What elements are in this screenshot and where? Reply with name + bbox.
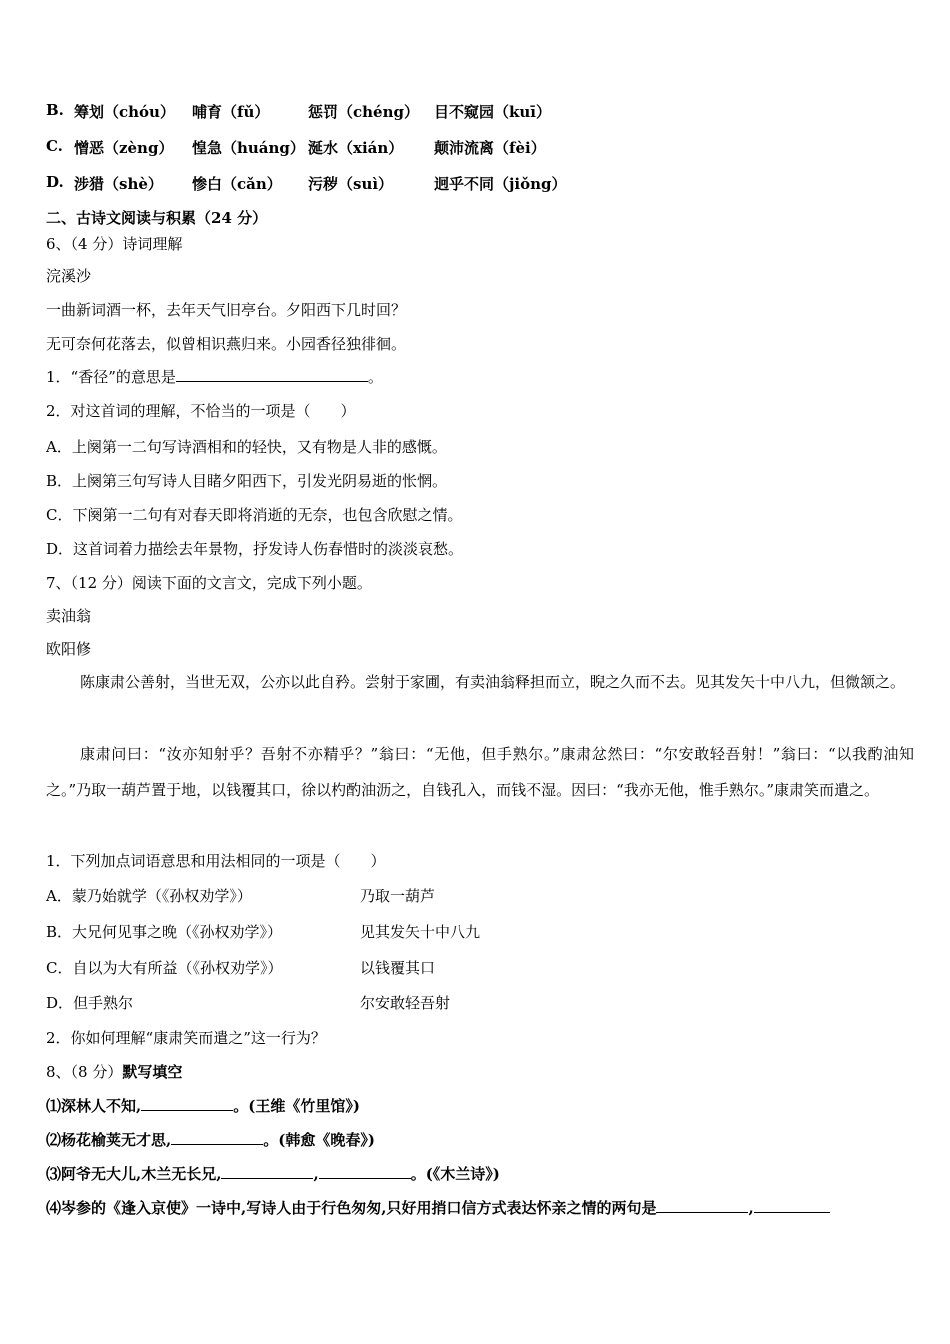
- question-heading: 6、（4 分）诗词理解: [46, 235, 183, 253]
- fill-item: [46, 1130, 375, 1150]
- sub-question: 1．下列加点词语意思和用法相同的一项是（ ）: [46, 852, 386, 870]
- passage-title: 卖油翁: [46, 607, 92, 625]
- choice-pair-a: [46, 885, 906, 907]
- option-row-c: [46, 137, 906, 159]
- choice-pair-b: [46, 921, 906, 943]
- option-item: 筹划（chóu）: [74, 103, 175, 121]
- option-item: 憎恶（zèng）: [74, 139, 174, 157]
- fill-text: ,: [313, 1165, 319, 1183]
- fill-text: ,: [748, 1199, 754, 1217]
- choice-left: D．但手熟尔: [46, 994, 134, 1012]
- fill-text: ⑵杨花榆荚无才思,: [46, 1131, 172, 1149]
- sub-question-suffix: 。: [367, 368, 383, 386]
- fill-text: 。(《木兰诗》): [410, 1165, 500, 1183]
- fill-item: [46, 1198, 830, 1218]
- option-row-d: [46, 173, 906, 195]
- passage-paragraph: 康肃问曰：“汝亦知射乎？吾射不亦精乎？”翁曰：“无他，但手熟尔。”康肃忿然曰：“尔安敢轻吾射！”翁曰：“以我酌油知之。”乃取一葫芦置于地，以钱覆其口，徐以杓酌油沥之，自钱孔入，而钱不湿。因曰：“我亦无他，惟手熟尔。”康肃笑而遣之。: [46, 745, 914, 799]
- option-item: 惨白（cǎn）: [192, 175, 282, 193]
- poem-line: 无可奈何花落去，似曾相识燕归来。小园香径独徘徊。: [46, 335, 407, 353]
- choice-right: 以钱覆其口: [360, 959, 436, 977]
- poem-title: 浣溪沙: [46, 267, 92, 285]
- option-item: 涎水（xián）: [308, 139, 404, 157]
- poem-line: 一曲新词酒一杯，去年天气旧亭台。夕阳西下几时回？: [46, 301, 407, 319]
- option-item: 目不窥园（kuī）: [434, 103, 551, 121]
- answer-blank[interactable]: [319, 1164, 411, 1179]
- option-item: 惩罚（chéng）: [308, 103, 419, 121]
- sub-question: 2．对这首词的理解，不恰当的一项是（ ）: [46, 402, 356, 420]
- option-item: 迥乎不同（jiǒng）: [434, 175, 567, 193]
- choice-left: A．蒙乃始就学（《孙权劝学》）: [46, 887, 252, 905]
- sub-question: [46, 367, 383, 387]
- fill-item: [46, 1096, 360, 1116]
- fill-text: ⑴深林人不知,: [46, 1097, 142, 1115]
- question-number: 8、（8 分）: [46, 1063, 123, 1081]
- choice-pair-c: [46, 957, 906, 979]
- option-label: C.: [46, 137, 63, 155]
- option-label: B.: [46, 101, 64, 119]
- question-heading: [46, 1062, 182, 1082]
- option-label: D.: [46, 173, 64, 191]
- choice-option: D．这首词着力描绘去年景物，抒发诗人伤春惜时的淡淡哀愁。: [46, 540, 464, 558]
- choice-right: 乃取一葫芦: [360, 887, 436, 905]
- fill-text: 。(王维《竹里馆》): [233, 1097, 360, 1115]
- option-item: 惶急（huáng）: [192, 139, 305, 157]
- fill-text: 。(韩愈《晚春》): [263, 1131, 375, 1149]
- choice-right: 尔安敢轻吾射: [360, 994, 451, 1012]
- section-title: 二、古诗文阅读与积累（24 分）: [46, 209, 268, 227]
- passage-paragraph: 陈康肃公善射，当世无双，公亦以此自矜。尝射于家圃，有卖油翁释担而立，睨之久而不去。见其发矢十中八九，但微颔之。: [80, 673, 906, 691]
- option-row-b: [46, 101, 906, 123]
- option-item: 哺育（fǔ）: [192, 103, 270, 121]
- option-item: 颠沛流离（fèi）: [434, 139, 546, 157]
- answer-blank[interactable]: [141, 1096, 233, 1111]
- choice-option: C．下阕第一二句有对春天即将消逝的无奈，也包含欣慰之情。: [46, 506, 463, 524]
- option-item: 涉猎（shè）: [74, 175, 163, 193]
- choice-left: B．大兄何见事之晚（《孙权劝学》）: [46, 923, 283, 941]
- sub-question-text: 1．“香径”的意思是: [46, 368, 176, 386]
- choice-pair-d: [46, 992, 906, 1014]
- question-heading: 7、（12 分）阅读下面的文言文，完成下列小题。: [46, 574, 372, 592]
- sub-question: 2．你如何理解“康肃笑而遣之”这一行为？: [46, 1029, 326, 1047]
- fill-text: ⑶阿爷无大儿,木兰无长兄,: [46, 1165, 222, 1183]
- answer-blank[interactable]: [754, 1198, 830, 1213]
- fill-item: [46, 1164, 500, 1184]
- answer-blank[interactable]: [221, 1164, 313, 1179]
- answer-blank[interactable]: [656, 1198, 748, 1213]
- choice-left: C．自以为大有所益（《孙权劝学》）: [46, 959, 283, 977]
- choice-option: A．上阕第一二句写诗酒相和的轻快，又有物是人非的感慨。: [46, 438, 447, 456]
- answer-blank[interactable]: [176, 367, 368, 382]
- passage-author: 欧阳修: [46, 640, 92, 658]
- option-item: 污秽（suì）: [308, 175, 394, 193]
- choice-option: B．上阕第三句写诗人目睹夕阳西下，引发光阴易逝的怅惘。: [46, 472, 448, 490]
- answer-blank[interactable]: [171, 1130, 263, 1145]
- choice-right: 见其发矢十中八九: [360, 923, 481, 941]
- question-type: 默写填空: [122, 1063, 183, 1081]
- fill-text: ⑷岑参的《逢入京使》一诗中,写诗人由于行色匆匆,只好用捎口信方式表达怀亲之情的两句是: [46, 1199, 657, 1217]
